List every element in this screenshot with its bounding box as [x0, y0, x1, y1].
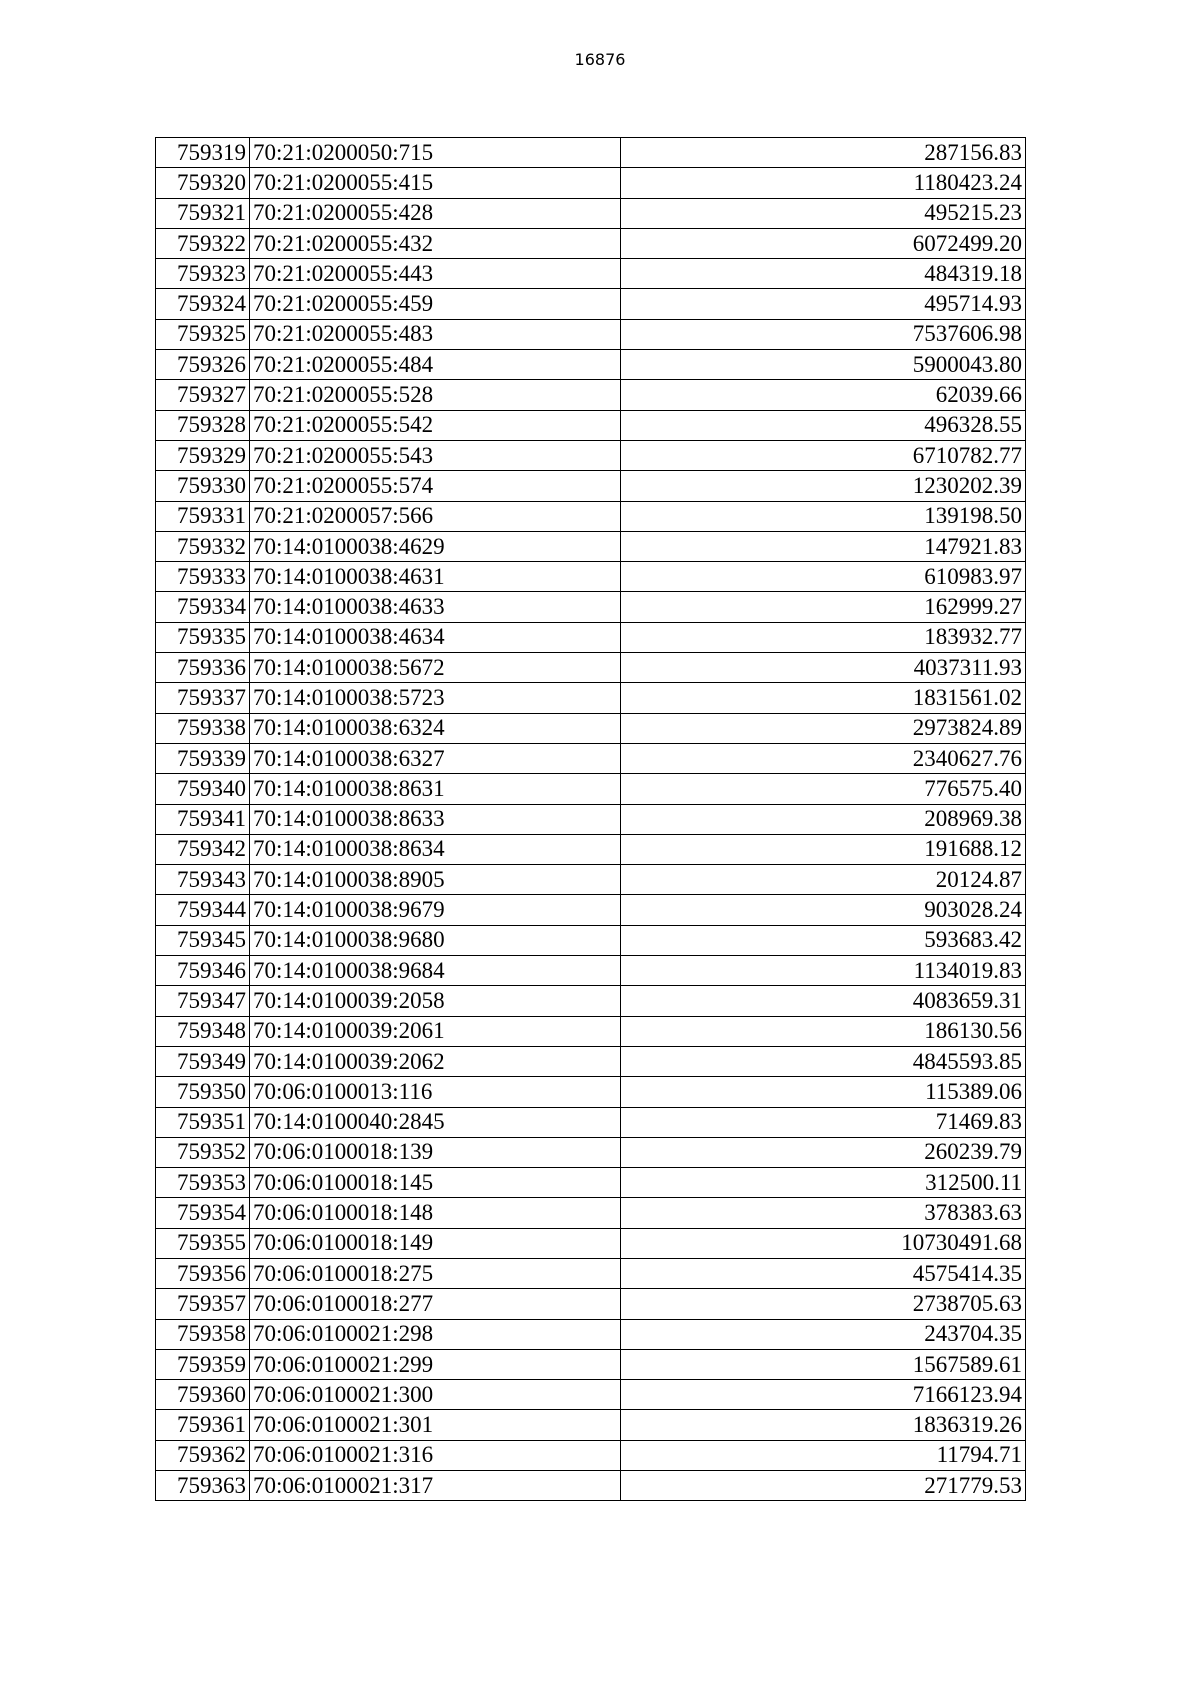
cadastral-number-cell: 70:21:0200055:443 [250, 259, 621, 289]
table-row [156, 1016, 1026, 1046]
value-cell: 5900043.80 [621, 350, 1026, 380]
row-number-cell: 759340 [156, 774, 250, 804]
table-row [156, 501, 1026, 531]
row-number-cell: 759327 [156, 380, 250, 410]
row-number-cell: 759321 [156, 198, 250, 228]
row-number-cell: 759335 [156, 622, 250, 652]
cadastral-number-cell: 70:06:0100018:149 [250, 1228, 621, 1258]
table-row [156, 1319, 1026, 1349]
value-cell: 610983.97 [621, 562, 1026, 592]
row-number-cell: 759344 [156, 895, 250, 925]
cadastral-number-cell: 70:06:0100021:300 [250, 1380, 621, 1410]
value-cell: 1230202.39 [621, 471, 1026, 501]
table-row [156, 440, 1026, 470]
row-number-cell: 759347 [156, 986, 250, 1016]
table-row [156, 1349, 1026, 1379]
row-number-cell: 759334 [156, 592, 250, 622]
table-row [156, 198, 1026, 228]
value-cell: 496328.55 [621, 410, 1026, 440]
value-cell: 593683.42 [621, 925, 1026, 955]
row-number-cell: 759359 [156, 1349, 250, 1379]
value-cell: 1831561.02 [621, 683, 1026, 713]
table-row [156, 956, 1026, 986]
value-cell: 147921.83 [621, 531, 1026, 561]
cadastral-number-cell: 70:14:0100038:5672 [250, 653, 621, 683]
value-cell: 208969.38 [621, 804, 1026, 834]
value-cell: 7166123.94 [621, 1380, 1026, 1410]
cadastral-number-cell: 70:14:0100040:2845 [250, 1107, 621, 1137]
cadastral-number-cell: 70:14:0100038:6327 [250, 743, 621, 773]
value-cell: 162999.27 [621, 592, 1026, 622]
row-number-cell: 759355 [156, 1228, 250, 1258]
cadastral-number-cell: 70:21:0200055:484 [250, 350, 621, 380]
cadastral-number-cell: 70:21:0200055:459 [250, 289, 621, 319]
table-row [156, 350, 1026, 380]
value-cell: 484319.18 [621, 259, 1026, 289]
row-number-cell: 759351 [156, 1107, 250, 1137]
table-row [156, 804, 1026, 834]
row-number-cell: 759329 [156, 440, 250, 470]
cadastral-number-cell: 70:14:0100038:4634 [250, 622, 621, 652]
cadastral-number-cell: 70:14:0100038:6324 [250, 713, 621, 743]
cadastral-number-cell: 70:14:0100038:8905 [250, 865, 621, 895]
table-row [156, 1258, 1026, 1288]
table-row [156, 319, 1026, 349]
value-cell: 260239.79 [621, 1137, 1026, 1167]
value-cell: 191688.12 [621, 834, 1026, 864]
cadastral-number-cell: 70:21:0200055:543 [250, 440, 621, 470]
cadastral-number-cell: 70:14:0100038:5723 [250, 683, 621, 713]
cadastral-number-cell: 70:14:0100039:2061 [250, 1016, 621, 1046]
table-row [156, 1228, 1026, 1258]
value-cell: 4575414.35 [621, 1258, 1026, 1288]
table-row [156, 259, 1026, 289]
value-cell: 183932.77 [621, 622, 1026, 652]
value-cell: 271779.53 [621, 1471, 1026, 1501]
row-number-cell: 759328 [156, 410, 250, 440]
table-row [156, 531, 1026, 561]
table-row [156, 1077, 1026, 1107]
cadastral-number-cell: 70:06:0100018:275 [250, 1258, 621, 1288]
cadastral-number-cell: 70:14:0100038:9680 [250, 925, 621, 955]
data-table [155, 137, 1026, 1501]
cadastral-number-cell: 70:06:0100021:299 [250, 1349, 621, 1379]
table-row [156, 289, 1026, 319]
value-cell: 1134019.83 [621, 956, 1026, 986]
table-row [156, 986, 1026, 1016]
row-number-cell: 759330 [156, 471, 250, 501]
page-number: 16876 [574, 50, 626, 69]
row-number-cell: 759354 [156, 1198, 250, 1228]
value-cell: 11794.71 [621, 1440, 1026, 1470]
row-number-cell: 759356 [156, 1258, 250, 1288]
table-row [156, 168, 1026, 198]
value-cell: 4037311.93 [621, 653, 1026, 683]
value-cell: 2340627.76 [621, 743, 1026, 773]
row-number-cell: 759331 [156, 501, 250, 531]
table-row [156, 410, 1026, 440]
table-row [156, 228, 1026, 258]
cadastral-number-cell: 70:21:0200057:566 [250, 501, 621, 531]
value-cell: 71469.83 [621, 1107, 1026, 1137]
cadastral-number-cell: 70:14:0100038:4629 [250, 531, 621, 561]
row-number-cell: 759348 [156, 1016, 250, 1046]
table-row [156, 1198, 1026, 1228]
cadastral-number-cell: 70:06:0100013:116 [250, 1077, 621, 1107]
row-number-cell: 759332 [156, 531, 250, 561]
cadastral-number-cell: 70:06:0100021:298 [250, 1319, 621, 1349]
table-row [156, 380, 1026, 410]
table-row [156, 592, 1026, 622]
row-number-cell: 759324 [156, 289, 250, 319]
table-row [156, 925, 1026, 955]
value-cell: 312500.11 [621, 1168, 1026, 1198]
cadastral-number-cell: 70:21:0200055:574 [250, 471, 621, 501]
value-cell: 1180423.24 [621, 168, 1026, 198]
table-body [156, 138, 1026, 1501]
row-number-cell: 759353 [156, 1168, 250, 1198]
row-number-cell: 759325 [156, 319, 250, 349]
row-number-cell: 759345 [156, 925, 250, 955]
value-cell: 495215.23 [621, 198, 1026, 228]
cadastral-number-cell: 70:21:0200055:483 [250, 319, 621, 349]
value-cell: 243704.35 [621, 1319, 1026, 1349]
row-number-cell: 759349 [156, 1046, 250, 1076]
row-number-cell: 759339 [156, 743, 250, 773]
row-number-cell: 759326 [156, 350, 250, 380]
table-row [156, 713, 1026, 743]
value-cell: 776575.40 [621, 774, 1026, 804]
row-number-cell: 759320 [156, 168, 250, 198]
cadastral-number-cell: 70:14:0100039:2058 [250, 986, 621, 1016]
value-cell: 139198.50 [621, 501, 1026, 531]
cadastral-number-cell: 70:06:0100021:316 [250, 1440, 621, 1470]
table-row [156, 622, 1026, 652]
table-row [156, 1410, 1026, 1440]
cadastral-number-cell: 70:14:0100038:8631 [250, 774, 621, 804]
table-row [156, 471, 1026, 501]
value-cell: 6072499.20 [621, 228, 1026, 258]
table-row [156, 1471, 1026, 1501]
cadastral-number-cell: 70:14:0100038:8634 [250, 834, 621, 864]
row-number-cell: 759338 [156, 713, 250, 743]
table-row [156, 1440, 1026, 1470]
row-number-cell: 759350 [156, 1077, 250, 1107]
table-row [156, 834, 1026, 864]
value-cell: 903028.24 [621, 895, 1026, 925]
cadastral-number-cell: 70:21:0200050:715 [250, 138, 621, 168]
cadastral-number-cell: 70:21:0200055:428 [250, 198, 621, 228]
row-number-cell: 759357 [156, 1289, 250, 1319]
cadastral-number-cell: 70:14:0100039:2062 [250, 1046, 621, 1076]
row-number-cell: 759342 [156, 834, 250, 864]
table-row [156, 653, 1026, 683]
cadastral-number-cell: 70:06:0100018:277 [250, 1289, 621, 1319]
table-row [156, 1046, 1026, 1076]
table-row [156, 1380, 1026, 1410]
value-cell: 4083659.31 [621, 986, 1026, 1016]
cadastral-number-cell: 70:14:0100038:9684 [250, 956, 621, 986]
cadastral-number-cell: 70:14:0100038:4631 [250, 562, 621, 592]
cadastral-number-cell: 70:21:0200055:528 [250, 380, 621, 410]
value-cell: 495714.93 [621, 289, 1026, 319]
value-cell: 2973824.89 [621, 713, 1026, 743]
cadastral-number-cell: 70:06:0100018:139 [250, 1137, 621, 1167]
row-number-cell: 759346 [156, 956, 250, 986]
value-cell: 10730491.68 [621, 1228, 1026, 1258]
row-number-cell: 759343 [156, 865, 250, 895]
row-number-cell: 759337 [156, 683, 250, 713]
row-number-cell: 759360 [156, 1380, 250, 1410]
row-number-cell: 759323 [156, 259, 250, 289]
cadastral-number-cell: 70:14:0100038:9679 [250, 895, 621, 925]
table-row [156, 774, 1026, 804]
row-number-cell: 759358 [156, 1319, 250, 1349]
value-cell: 115389.06 [621, 1077, 1026, 1107]
row-number-cell: 759361 [156, 1410, 250, 1440]
cadastral-number-cell: 70:06:0100018:148 [250, 1198, 621, 1228]
cadastral-number-cell: 70:21:0200055:432 [250, 228, 621, 258]
row-number-cell: 759352 [156, 1137, 250, 1167]
value-cell: 186130.56 [621, 1016, 1026, 1046]
value-cell: 62039.66 [621, 380, 1026, 410]
table-row [156, 895, 1026, 925]
row-number-cell: 759336 [156, 653, 250, 683]
cadastral-number-cell: 70:06:0100021:317 [250, 1471, 621, 1501]
value-cell: 6710782.77 [621, 440, 1026, 470]
cadastral-number-cell: 70:21:0200055:542 [250, 410, 621, 440]
value-cell: 7537606.98 [621, 319, 1026, 349]
table-row [156, 865, 1026, 895]
table-row [156, 1168, 1026, 1198]
value-cell: 4845593.85 [621, 1046, 1026, 1076]
cadastral-number-cell: 70:14:0100038:4633 [250, 592, 621, 622]
table-row [156, 1289, 1026, 1319]
value-cell: 2738705.63 [621, 1289, 1026, 1319]
value-cell: 20124.87 [621, 865, 1026, 895]
row-number-cell: 759341 [156, 804, 250, 834]
row-number-cell: 759333 [156, 562, 250, 592]
value-cell: 287156.83 [621, 138, 1026, 168]
cadastral-number-cell: 70:06:0100021:301 [250, 1410, 621, 1440]
value-cell: 1567589.61 [621, 1349, 1026, 1379]
table-row [156, 562, 1026, 592]
table-row [156, 743, 1026, 773]
row-number-cell: 759319 [156, 138, 250, 168]
value-cell: 378383.63 [621, 1198, 1026, 1228]
row-number-cell: 759322 [156, 228, 250, 258]
value-cell: 1836319.26 [621, 1410, 1026, 1440]
table-container [155, 137, 1026, 1501]
table-row [156, 1107, 1026, 1137]
table-row [156, 1137, 1026, 1167]
row-number-cell: 759362 [156, 1440, 250, 1470]
table-row [156, 683, 1026, 713]
cadastral-number-cell: 70:21:0200055:415 [250, 168, 621, 198]
row-number-cell: 759363 [156, 1471, 250, 1501]
table-row [156, 138, 1026, 168]
cadastral-number-cell: 70:06:0100018:145 [250, 1168, 621, 1198]
cadastral-number-cell: 70:14:0100038:8633 [250, 804, 621, 834]
